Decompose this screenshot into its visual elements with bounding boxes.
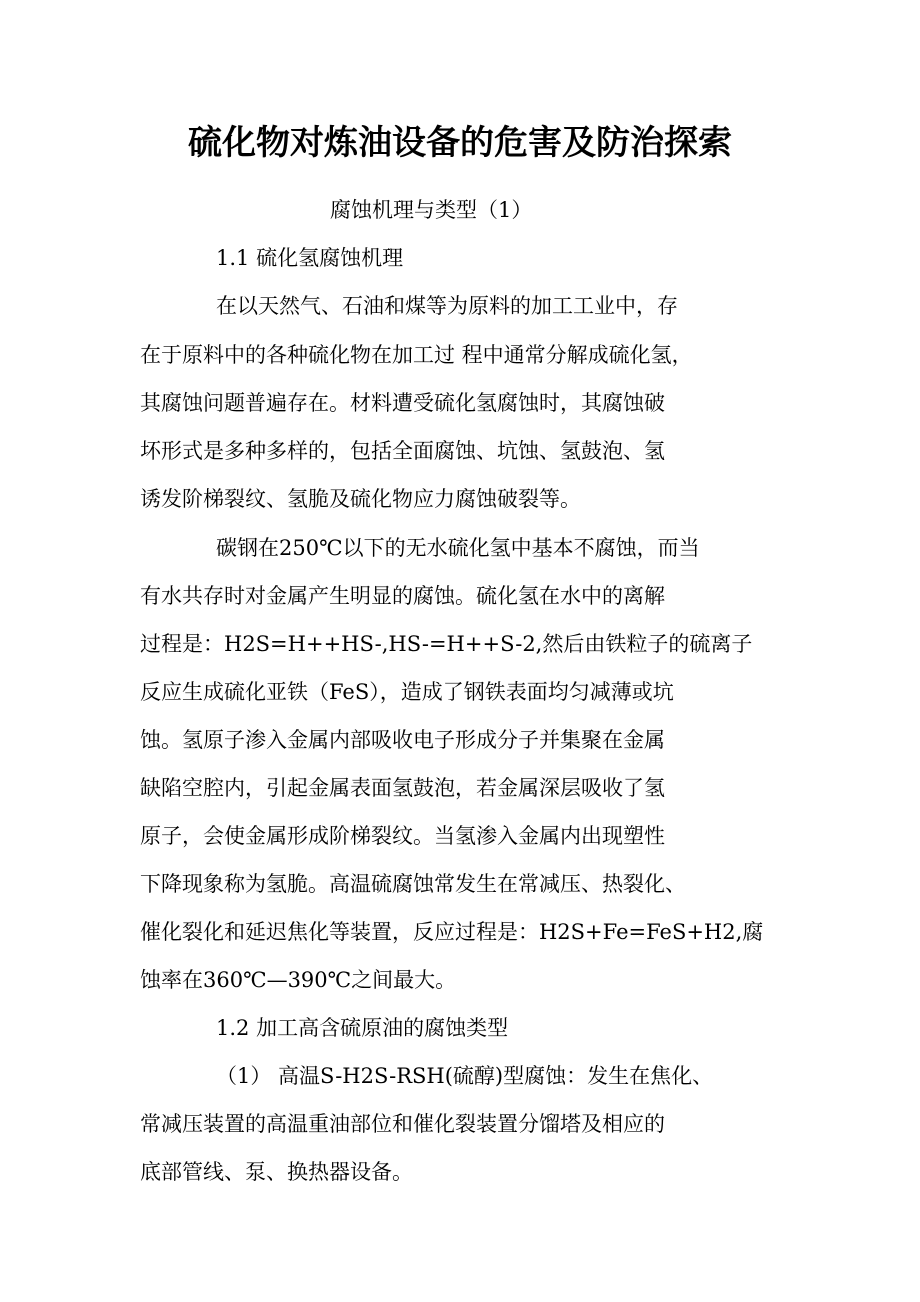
document-title: 硫化物对炼油设备的危害及防治探索 xyxy=(188,123,732,163)
subsection-heading-1-2: 1.2 加工高含硫原油的腐蚀类型 xyxy=(216,1016,509,1040)
paragraph-line: 原子，会使金属形成阶梯裂纹。当氢渗入金属内出现塑性 xyxy=(140,824,665,848)
paragraph-line: （1） 高温S-H2S-RSH(硫醇)型腐蚀：发生在焦化、 xyxy=(216,1064,714,1088)
paragraph-line: 蚀率在360℃—390℃之间最大。 xyxy=(140,968,457,992)
subsection-heading-1-1: 1.1 硫化氢腐蚀机理 xyxy=(216,246,404,270)
paragraph-line: 底部管线、泵、换热器设备。 xyxy=(140,1160,413,1184)
paragraph-line: 缺陷空腔内，引起金属表面氢鼓泡，若金属深层吸收了氢 xyxy=(140,776,665,800)
paragraph-line: 催化裂化和延迟焦化等装置，反应过程是：H2S+Fe=FeS+H2,腐 xyxy=(140,920,764,944)
paragraph-line: 下降现象称为氢脆。高温硫腐蚀常发生在常减压、热裂化、 xyxy=(140,872,686,896)
paragraph-line: 诱发阶梯裂纹、氢脆及硫化物应力腐蚀破裂等。 xyxy=(140,487,581,511)
paragraph-line: 在于原料中的各种硫化物在加工过 程中通常分解成硫化氢， xyxy=(140,343,693,367)
paragraph-line: 碳钢在250℃以下的无水硫化氢中基本不腐蚀，而当 xyxy=(216,536,700,560)
section-heading: 腐蚀机理与类型（1） xyxy=(330,198,533,222)
paragraph-line: 其腐蚀问题普遍存在。材料遭受硫化氢腐蚀时，其腐蚀破 xyxy=(140,391,665,415)
paragraph-line: 在以天然气、石油和煤等为原料的加工工业中，存 xyxy=(216,294,678,318)
paragraph-line: 常减压装置的高温重油部位和催化裂装置分馏塔及相应的 xyxy=(140,1112,665,1136)
paragraph-line: 蚀。氢原子渗入金属内部吸收电子形成分子并集聚在金属 xyxy=(140,728,665,752)
paragraph-line: 反应生成硫化亚铁（FeS），造成了钢铁表面均匀减薄或坑 xyxy=(140,680,674,704)
paragraph-line: 过程是：H2S=H++HS-,HS-=H++S-2,然后由铁粒子的硫离子 xyxy=(140,632,753,656)
paragraph-line: 坏形式是多种多样的，包括全面腐蚀、坑蚀、氢鼓泡、氢 xyxy=(140,439,665,463)
paragraph-line: 有水共存时对金属产生明显的腐蚀。硫化氢在水中的离解 xyxy=(140,584,665,608)
